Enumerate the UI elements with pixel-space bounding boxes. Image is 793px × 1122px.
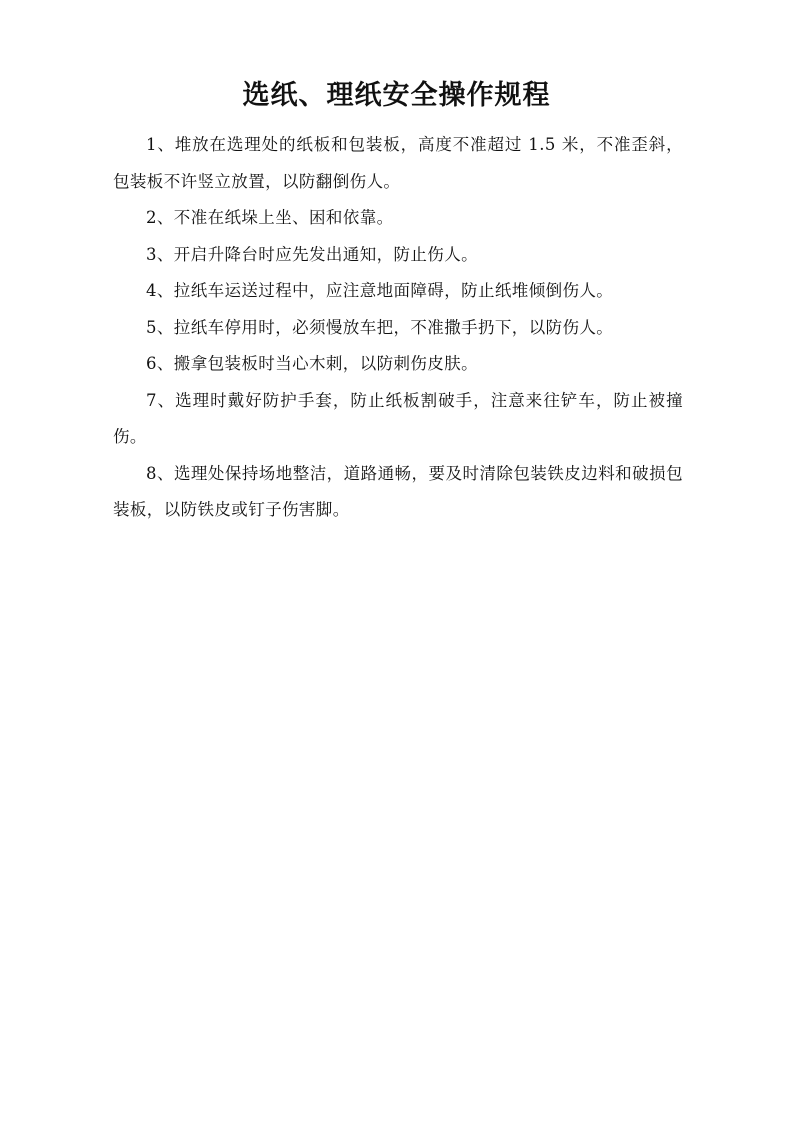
- rule-item-3: 3、开启升降台时应先发出通知，防止伤人。: [146, 244, 478, 264]
- rules-body: [113, 127, 683, 529]
- rule-item-7: 7、选理时戴好防护手套，防止纸板割破手，注意来往铲车，防止被撞伤。: [113, 390, 683, 446]
- rule-item-2: 2、不准在纸垛上坐、困和依靠。: [146, 208, 394, 227]
- rule-item-6: 6、搬拿包装板时当心木刺，以防刺伤皮肤。: [146, 354, 478, 373]
- rule-item-1: 1、堆放在选理处的纸板和包装板，高度不准超过 1.5 米，不准歪斜，包装板不许竖立放置，以防翻倒伤人。: [113, 135, 683, 191]
- page-title: 选纸、理纸安全操作规程: [242, 80, 551, 111]
- rule-item-4: 4、拉纸车运送过程中，应注意地面障碍，防止纸堆倾倒伤人。: [146, 281, 614, 300]
- rule-item-5: 5、拉纸车停用时，必须慢放车把，不准撒手扔下，以防伤人。: [146, 317, 614, 337]
- rule-item-8: 8、选理处保持场地整洁，道路通畅，要及时清除包装铁皮边料和破损包装板，以防铁皮或钉子伤害脚。: [113, 463, 683, 519]
